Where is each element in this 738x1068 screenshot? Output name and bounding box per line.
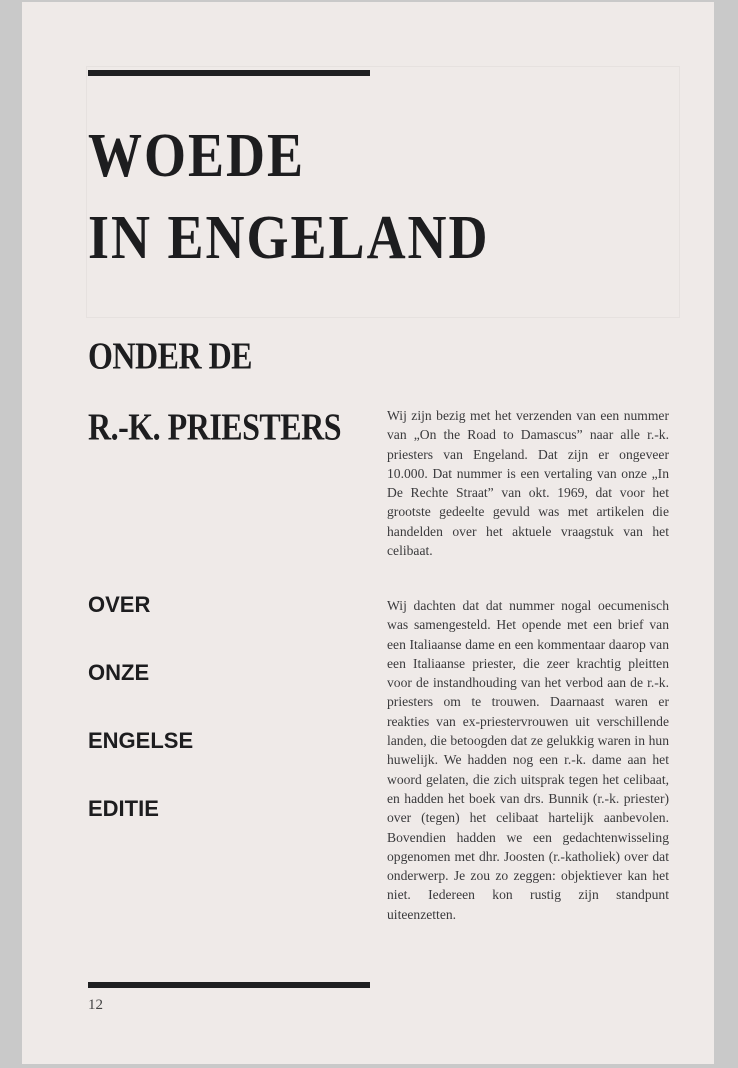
- subtitle-line-2: R.-K. PRIESTERS: [88, 404, 341, 448]
- page-number: 12: [88, 997, 103, 1013]
- top-rule: [88, 70, 370, 76]
- bottom-rule: [88, 982, 370, 988]
- kicker-word-1: OVER: [88, 592, 151, 617]
- kicker-word-4: EDITIE: [88, 796, 159, 821]
- body-paragraph-2: Wij dachten dat dat nummer nogal oecumenisch was samengesteld. Het opende met een brief van een Italiaanse dame en een kommentaar daarop van een Italiaanse priester, die zeer krachtig pleitten voor de instandhouding van het verbod aan de r.-k. priesters om te trouwen. Daarnaast waren er reakties van ex-priestervrouwen uit verschillende landen, die betoogden dat ze gelukkig waren in hun huwelijk. We hadden nog een r.-k. dame aan het woord gelaten, die zich uitsprak tegen het celibaat, en hadden het boek van drs. Bunnik (r.-k. priester) over (tegen) het celibaat hartelijk aanbevolen. Bovendien hadden we een gedachtenwisseling opgenomen met dhr. Joosten (r.-katholiek) over dat onderwerp. Je zou zo zeggen: objektiever kan het niet. Iedereen kon rustig zijn standpunt uiteenzetten.: [387, 598, 669, 922]
- body-paragraph-1: Wij zijn bezig met het verzenden van een nummer van „On the Road to Damascus” naar alle r.-k. priesters van Engeland. Dat zijn er ongeveer 10.000. Dat nummer is een vertaling van onze „In De Rechte Straat” van okt. 1969, dat voor het grootste gedeelte gevuld was met artikelen die handelden over het aktuele vraagstuk van het celibaat.: [387, 408, 669, 559]
- magazine-page: [22, 2, 714, 1064]
- headline-line-2: IN ENGELAND: [88, 202, 490, 272]
- kicker-word-3: ENGELSE: [88, 728, 194, 753]
- subtitle-line-1: ONDER DE: [88, 333, 253, 377]
- headline-line-1: WOEDE: [88, 120, 306, 190]
- show-through-box: [86, 66, 680, 318]
- kicker-word-2: ONZE: [88, 660, 150, 685]
